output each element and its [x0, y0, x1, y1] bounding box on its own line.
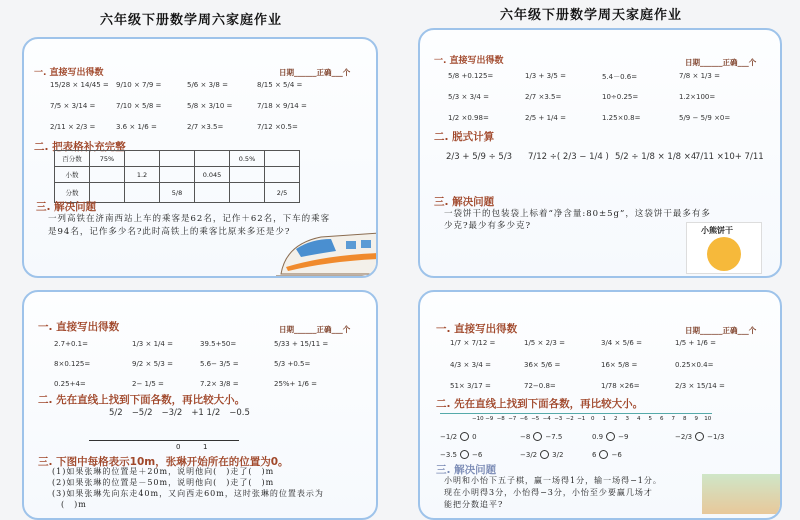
expression: 7.2× 3/8 = [200, 380, 239, 388]
expression: 7/11 ×10+ 7/11 [695, 152, 764, 162]
problem-text: 现在小明得3分，小怡得−3分，小怡至少要赢几场才 [444, 488, 653, 497]
table-cell[interactable] [195, 151, 230, 167]
table-cell[interactable] [230, 183, 265, 203]
number-item: −5/2 [131, 408, 153, 418]
compare-circle[interactable] [540, 450, 549, 459]
expression: 2/3 + 5/9 ÷ 5/3 [446, 152, 513, 162]
comparison-item [592, 432, 628, 441]
right-value: 3/2 [552, 450, 564, 459]
problem-text: 少克?最少有多少克? [444, 221, 532, 231]
compare-circle[interactable] [533, 432, 542, 441]
section-heading: 三. 下图中每格表示10m，张琳开始所在的位置为0。 [38, 456, 289, 468]
section-heading: 三. 解决问题 [436, 464, 497, 476]
table-cell: 2/5 [265, 183, 300, 203]
axis-tick-label: 8 [683, 416, 687, 422]
sunday-worksheet-2 [418, 290, 782, 520]
number-line [440, 413, 712, 414]
expression: 0.25+4= [54, 380, 86, 388]
axis-tick-label: 5 [648, 416, 652, 422]
expression: 72−0.8= [524, 382, 556, 390]
left-value: 0.9 [592, 432, 604, 441]
section-heading: 一. 直接写出得数 [434, 56, 504, 66]
expression: 5/6 × 3/8 = [187, 81, 228, 89]
expression: 7/5 × 3/14 = [50, 102, 96, 110]
section-heading: 三. 解决问题 [36, 201, 97, 213]
expression: 2/11 × 2/3 = [50, 123, 96, 131]
expression: 2/3 × 15/14 = [675, 382, 725, 390]
expression: 5/8 × 3/10 = [187, 102, 233, 110]
table-cell[interactable] [160, 167, 195, 183]
expression: 9/2 × 5/3 = [132, 360, 173, 368]
expression: 5.4－0.6= [602, 73, 638, 81]
biscuit-icon [707, 237, 741, 271]
axis-tick-label: −10 [472, 416, 484, 422]
question-line: ( )m [52, 500, 87, 509]
axis-tick-label: −5 [531, 416, 540, 422]
expression: 8×0.125= [54, 360, 91, 368]
axis-tick-label: 10 [704, 416, 712, 422]
table-cell: 0.045 [195, 167, 230, 183]
row-header: 百分数 [55, 151, 90, 167]
table-cell[interactable] [265, 151, 300, 167]
number-item: −0.5 [229, 408, 250, 418]
row-header: 小数 [55, 167, 90, 183]
left-value: −3/2 [520, 450, 538, 459]
axis-tick-label: −8 [496, 416, 505, 422]
expression: 8/15 × 5/4 = [257, 81, 303, 89]
left-value: −1/2 [440, 432, 458, 441]
expression: 15/28 × 14/45 = [50, 81, 109, 89]
axis-tick-label: 7 [671, 416, 675, 422]
expression: 1/5 × 2/3 = [524, 339, 565, 347]
axis-tick-label: 3 [625, 416, 629, 422]
expression: 5/8 +0.125= [448, 72, 494, 80]
number-item: +1 1/2 [191, 408, 221, 418]
compare-circle[interactable] [599, 450, 608, 459]
expression: 0.25×0.4= [675, 361, 714, 369]
question-line: (2)如果张琳的位置是－50m，说明他向( )走了( )m [52, 478, 275, 487]
expression: 7/10 × 5/8 = [116, 102, 162, 110]
row-header: 分数 [55, 183, 90, 203]
table-cell: 75% [90, 151, 125, 167]
expression: 7/12 ×0.5= [257, 123, 298, 131]
expression: 1/3 + 3/5 = [525, 72, 566, 80]
left-value: −8 [520, 432, 531, 441]
left-value: 6 [592, 450, 597, 459]
expression: 4/3 × 3/4 = [450, 361, 491, 369]
comparison-item [592, 450, 622, 459]
section-heading: 二. 把表格补充完整 [34, 141, 126, 153]
expression: 10÷0.25= [602, 93, 639, 101]
expression: 1/5 + 1/6 = [675, 339, 716, 347]
expression: 7/8 × 1/3 = [679, 72, 720, 80]
axis-tick-label: −6 [519, 416, 528, 422]
expression: 5/2 ÷ 1/8 × 1/8 ×4 [615, 152, 697, 162]
expression: 5/3 × 3/4 = [448, 93, 489, 101]
axis-label: 0 [176, 443, 181, 451]
number-item: −3/2 [161, 408, 183, 418]
right-value: −7.5 [545, 432, 563, 441]
train-illustration [276, 229, 378, 278]
expression: 2/7 ×3.5= [187, 123, 224, 131]
conversion-table [54, 150, 300, 203]
table-cell: 0.5% [230, 151, 265, 167]
problem-text: 一列高铁在济南西站上车的乘客是62名，记作＋62名，下车的乘客 [48, 214, 331, 224]
section-heading: 二. 先在直线上找到下面各数，再比较大小。 [38, 394, 246, 406]
axis-tick-label: −3 [554, 416, 563, 422]
sunday-worksheet-1 [418, 28, 782, 278]
comparison-item [520, 432, 562, 441]
section-heading: 一. 直接写出得数 [34, 68, 104, 78]
problem-text: 一袋饼干的包装袋上标着“净含量:80±5g”，这袋饼干最多有多 [444, 209, 711, 219]
comparison-item [440, 450, 482, 459]
compare-circle[interactable] [460, 450, 469, 459]
axis-tick-label: −9 [485, 416, 494, 422]
date-score-field: 日期______正确___个 [685, 326, 757, 335]
date-score-field: 日期______正确___个 [279, 68, 351, 77]
saturday-worksheet-2 [22, 290, 378, 520]
table-cell[interactable] [125, 151, 160, 167]
table-cell[interactable] [230, 167, 265, 183]
children-playing-image [702, 474, 782, 514]
right-value: −9 [618, 432, 629, 441]
table-cell[interactable] [265, 167, 300, 183]
table-cell: 5/8 [160, 183, 195, 203]
product-label: 小熊饼干 [701, 226, 733, 235]
saturday-worksheet-1 [22, 37, 378, 278]
right-title: 六年级下册数学周天家庭作业 [500, 8, 683, 23]
axis-tick-label: 2 [614, 416, 618, 422]
expression: 25%+ 1/6 = [274, 380, 318, 388]
expression: 1/2 ×0.98= [448, 114, 489, 122]
expression: 16× 5/8 = [601, 361, 638, 369]
table-row [55, 167, 300, 183]
axis-tick-label: −1 [577, 416, 586, 422]
expression: 1.2×100= [679, 93, 716, 101]
axis-tick-label: 4 [637, 416, 641, 422]
axis-tick-label: 6 [660, 416, 664, 422]
axis-tick-label: 1 [602, 416, 606, 422]
section-heading: 二. 脱式计算 [434, 131, 495, 143]
axis-tick-label: −7 [508, 416, 517, 422]
right-value: −6 [611, 450, 622, 459]
expression: 7/18 × 9/14 = [257, 102, 307, 110]
right-value: −6 [472, 450, 483, 459]
table-cell[interactable] [160, 151, 195, 167]
axis-tick-label: 0 [591, 416, 595, 422]
table-cell[interactable] [125, 183, 160, 203]
section-heading: 三. 解决问题 [434, 196, 495, 208]
problem-text: 能把分数追平? [444, 500, 504, 509]
expression: 2.7+0.1= [54, 340, 88, 348]
right-value: 0 [472, 432, 477, 441]
expression: 51× 3/17 = [450, 382, 491, 390]
expression: 2/7 ×3.5= [525, 93, 562, 101]
table-row [55, 151, 300, 167]
expression: 5/33 + 15/11 = [274, 340, 329, 348]
problem-text: 是94名，记作多少名?此时高铁上的乘客比原来多还是少? [48, 227, 291, 237]
right-value: −1/3 [707, 432, 725, 441]
axis-label: 1 [203, 443, 208, 451]
table-cell: 1.2 [125, 167, 160, 183]
expression: 5.6− 3/5 = [200, 360, 239, 368]
comparison-item [440, 432, 477, 441]
compare-circle[interactable] [606, 432, 615, 441]
problem-text: 小明和小怡下五子棋，赢一场得1分，输一场得−1分。 [444, 476, 662, 485]
expression: 5/9 − 5/9 ×0= [679, 114, 731, 122]
axis-tick-label: −2 [565, 416, 574, 422]
expression: 3/4 × 5/6 = [601, 339, 642, 347]
compare-circle[interactable] [695, 432, 704, 441]
section-heading: 一. 直接写出得数 [38, 321, 120, 333]
left-value: −3.5 [440, 450, 457, 459]
number-item: 5/2 [109, 408, 123, 418]
expression: 39.5+50= [200, 340, 237, 348]
axis-tick-label: 9 [694, 416, 698, 422]
date-score-field: 日期______正确___个 [279, 325, 351, 334]
expression: 36× 5/6 = [524, 361, 561, 369]
expression: 5/3 +0.5= [274, 360, 311, 368]
expression: 3.6 × 1/6 = [116, 123, 157, 131]
question-line: (1)如果张琳的位置是＋20m，说明他向( )走了( )m [52, 467, 275, 476]
question-line: (3)如果张琳先向东走40m，又向西走60m，这时张琳的位置表示为 [52, 489, 324, 498]
table-cell[interactable] [90, 167, 125, 183]
compare-circle[interactable] [460, 432, 469, 441]
comparison-item [675, 432, 724, 441]
number-line [89, 440, 239, 441]
comparison-item [520, 450, 563, 459]
expression: 2− 1/5 = [132, 380, 164, 388]
expression: 9/10 × 7/9 = [116, 81, 162, 89]
expression: 1/3 × 1/4 = [132, 340, 173, 348]
left-title: 六年级下册数学周六家庭作业 [100, 13, 283, 28]
biscuit-package-image [686, 222, 762, 274]
section-heading: 二. 先在直线上找到下面各数，再比较大小。 [436, 398, 644, 410]
expression: 1/7 × 7/12 = [450, 339, 496, 347]
expression: 1.25×0.8= [602, 114, 641, 122]
left-value: −2/3 [675, 432, 693, 441]
expression: 7/12 ÷( 2/3 − 1/4 ) [528, 152, 609, 162]
expression: 1/78 ×26= [601, 382, 640, 390]
date-score-field: 日期______正确___个 [685, 58, 757, 67]
expression: 2/5 + 1/4 = [525, 114, 566, 122]
axis-tick-label: −4 [542, 416, 551, 422]
table-cell[interactable] [195, 183, 230, 203]
section-heading: 一. 直接写出得数 [436, 323, 518, 335]
